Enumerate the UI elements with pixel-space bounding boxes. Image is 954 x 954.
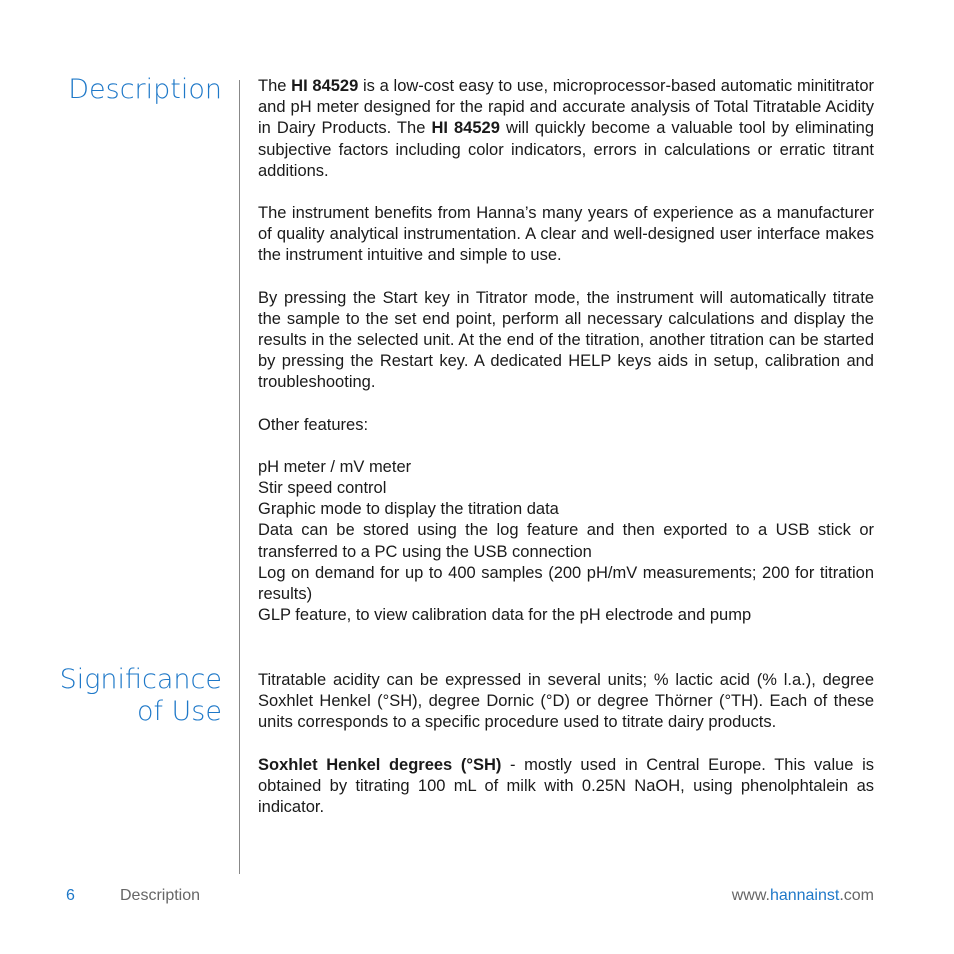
description-paragraph-1 — [258, 76, 874, 182]
description-paragraph-2: The instrument benefits from Hanna’s many years of experience as a manufacturer of quality analytical instrumentation. A clear and well-designed user interface makes the instrument intuitive and simple to use. — [258, 204, 874, 265]
description-heading: Description — [68, 74, 222, 105]
significance-heading-line-1: Significance — [59, 664, 222, 695]
features-list — [258, 457, 874, 627]
features-intro: Other features: — [258, 415, 369, 434]
feature-item: Data can be stored using the log feature and then exported to a USB stick or transferred to a PC using the USB connection — [258, 521, 874, 561]
model-name: HI 84529 — [431, 119, 500, 138]
description-body — [258, 76, 874, 626]
footer-url[interactable] — [732, 886, 874, 906]
intro-text-a: The — [258, 77, 292, 95]
column-divider — [239, 80, 240, 874]
intro-text-c: will quickly become a valuable tool by eliminating subjective factors including color indicators, errors in calculations or erratic titrant additions. — [258, 119, 874, 180]
model-name: HI 84529 — [291, 77, 359, 95]
description-paragraph-3: By pressing the Start key in Titrator mode, the instrument will automatically titrate the sample to the set end point, perform all necessary calculations and display the results in the selected unit. At the end of the titration, another titration can be started by pressing the Restart key. A dedicated HELP keys aids in setup, calibration and troubleshooting. — [258, 288, 874, 392]
page-number: 6 — [66, 887, 75, 904]
feature-item: Graphic mode to display the titration data — [258, 500, 559, 519]
significance-body — [258, 670, 874, 818]
significance-paragraph-1: Titratable acidity can be expressed in several units; % lactic acid (% l.a.), degree Soxhlet Henkel (°SH), degree Dornic (°D) or degree Thörner (°TH). Each of these units corresponds to a specific procedure used to titrate dairy products. — [258, 671, 874, 732]
significance-paragraph-2 — [258, 755, 874, 819]
url-suffix: .com — [839, 887, 874, 904]
feature-item: Log on demand for up to 400 samples (200 pH/mV measurements; 200 for titration results) — [258, 563, 874, 604]
footer-section-name: Description — [120, 887, 201, 904]
significance-heading-line-2: of Use — [136, 696, 222, 727]
feature-item: GLP feature, to view calibration data for the pH electrode and pump — [258, 606, 752, 625]
significance-heading — [60, 664, 222, 728]
url-prefix: www. — [731, 887, 770, 904]
feature-item: Stir speed control — [258, 479, 387, 498]
intro-text-b: is a low-cost easy to use, microprocessor-based automatic minititrator and pH meter designed for the rapid and accurate analysis of Total Titratable Acidity in Dairy Products. The — [258, 77, 874, 138]
feature-item: pH meter / mV meter — [258, 457, 412, 476]
soxhlet-term: Soxhlet Henkel degrees (°SH) — [258, 755, 502, 774]
soxhlet-text: - mostly used in Central Europe. This value is obtained by titrating 100 mL of milk with 0.25N NaOH, using phenolphtalein as indicator. — [258, 755, 874, 817]
url-brand: hannainst — [769, 887, 840, 904]
